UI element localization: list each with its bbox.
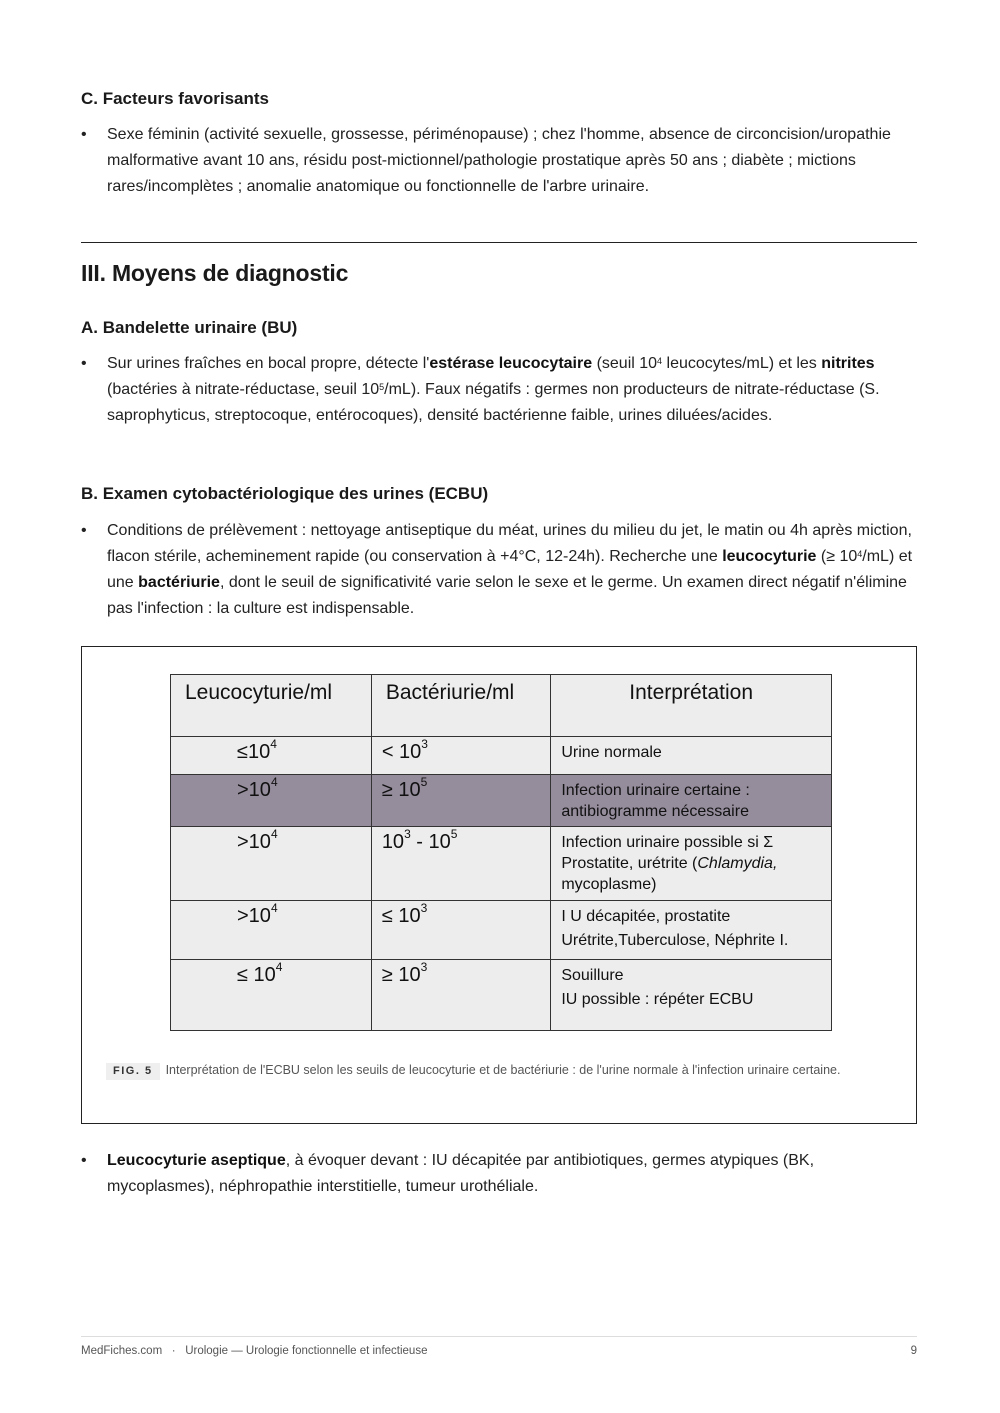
interp-cell: Souillure IU possible : répéter ECBU	[551, 960, 832, 1031]
table-row-highlighted	[171, 775, 832, 827]
leuco-cell: $>10^4$	[171, 901, 372, 960]
facteurs-text: Sexe féminin (activité sexuelle, grossesse, périménopause) ; chez l'homme, absence de circoncision/uropathie malformative avant 10 ans, résidu post-mictionnel/pathologie prostatique après 50 ans ; diabète ; mictions rares/incomplètes ; anomalie anatomique ou fonctionnelle de l'arbre urinaire.	[107, 126, 891, 195]
section-b-heading: B. Examen cytobactériologique des urines (ECBU)	[81, 484, 489, 503]
bact-cell: ≥ $10^3$	[371, 960, 551, 1031]
header-leucocyturie: Leucocyturie/ml	[171, 675, 372, 737]
bu-text: Sur urines fraîches en bocal propre, détecte l'estérase leucocytaire (seuil $10^4$ leucocytes/mL) et les nitrites (bactéries à nitrate-réductase, seuil $10^5/mL$). Faux négatifs : germes non producteurs de nitrate-réductase (S. saprophyticus, streptocoque, entérocoques), densité bactérienne faible, urines diluées/acides.	[107, 355, 880, 424]
leuco-cell: $>10^4$	[171, 775, 372, 827]
leuco-cell: $>10^4$	[171, 827, 372, 901]
nitrites-term: nitrites	[821, 355, 875, 372]
leucocyturie-term: leucocyturie	[722, 548, 817, 565]
aseptique-text: Leucocyturie aseptique, à évoquer devant : IU décapitée par antibiotiques, germes atypiques (BK, mycoplasmes), néphropathie interstitielle, tumeur urothéliale.	[107, 1152, 815, 1195]
page-number: 9	[910, 1345, 917, 1357]
table-row	[171, 901, 832, 960]
leuco-cell: $\le 10^4$	[171, 737, 372, 775]
esterase-term: estérase leucocytaire	[429, 355, 593, 372]
page-footer	[81, 1345, 917, 1357]
table-row	[171, 827, 832, 901]
bullet-dot: •	[81, 126, 87, 143]
table-row	[171, 737, 832, 775]
section-divider	[81, 242, 917, 243]
interp-cell: Infection urinaire possible si Σ Prostatite, urétrite (Chlamydia, mycoplasme)	[551, 827, 832, 901]
ecbu-text: Conditions de prélèvement : nettoyage antiseptique du méat, urines du milieu du jet, le matin ou 4h après miction, flacon stérile, acheminement rapide (ou conservation à +4°C, 12-24h). Recherche une leucocyturie (≥ $10^4/mL$) et une bactériurie, dont le seuil de significativité varie selon le sexe et le germe. Un examen direct négatif n'élimine pas l'infection : la culture est indispensable.	[107, 522, 913, 617]
bact-cell: $10^3 - 10^5$	[371, 827, 551, 901]
table-header-row	[171, 675, 832, 737]
ecbu-interpretation-table	[170, 674, 832, 1031]
figure-caption	[106, 1061, 876, 1080]
aseptique-bullet	[81, 1148, 917, 1200]
bullet-dot: •	[81, 1152, 87, 1169]
footer-separator: ·	[171, 1345, 176, 1357]
interp-cell: Infection urinaire certaine : antibiogramme nécessaire	[551, 775, 832, 827]
table-row	[171, 960, 832, 1031]
figure-5	[81, 646, 917, 1124]
footer-site: MedFiches.com	[81, 1345, 163, 1357]
figure-caption-text: Interprétation de l'ECBU selon les seuils de leucocyturie et de bactériurie : de l'urine normale à l'infection urinaire certaine.	[165, 1063, 841, 1077]
section-iii-heading: III. Moyens de diagnostic	[81, 260, 349, 286]
bu-bullet	[81, 351, 917, 429]
ecbu-bullet	[81, 518, 917, 622]
section-c-heading: C. Facteurs favorisants	[81, 89, 270, 108]
bullet-dot: •	[81, 522, 87, 539]
bact-cell: ≥ $10^5$	[371, 775, 551, 827]
interp-cell: Urine normale	[551, 737, 832, 775]
section-a-heading: A. Bandelette urinaire (BU)	[81, 318, 298, 337]
bact-cell: ≤ $10^3$	[371, 901, 551, 960]
figure-tag: FIG. 5	[106, 1063, 160, 1080]
facteurs-bullet	[81, 122, 917, 200]
bacteriurie-term: bactériurie	[138, 574, 220, 591]
leuco-cell: ≤ $10^4$	[171, 960, 372, 1031]
aseptique-term: Leucocyturie aseptique	[107, 1152, 286, 1169]
header-interpretation: Interprétation	[551, 675, 832, 737]
interp-cell: I U décapitée, prostatite Urétrite,Tuberculose, Néphrite I.	[551, 901, 832, 960]
header-bacteriurie: Bactériurie/ml	[371, 675, 551, 737]
bullet-dot: •	[81, 355, 87, 372]
footer-breadcrumb: Urologie — Urologie fonctionnelle et infectieuse	[185, 1345, 428, 1357]
footer-divider	[81, 1336, 917, 1337]
bact-cell: < $10^3$	[371, 737, 551, 775]
